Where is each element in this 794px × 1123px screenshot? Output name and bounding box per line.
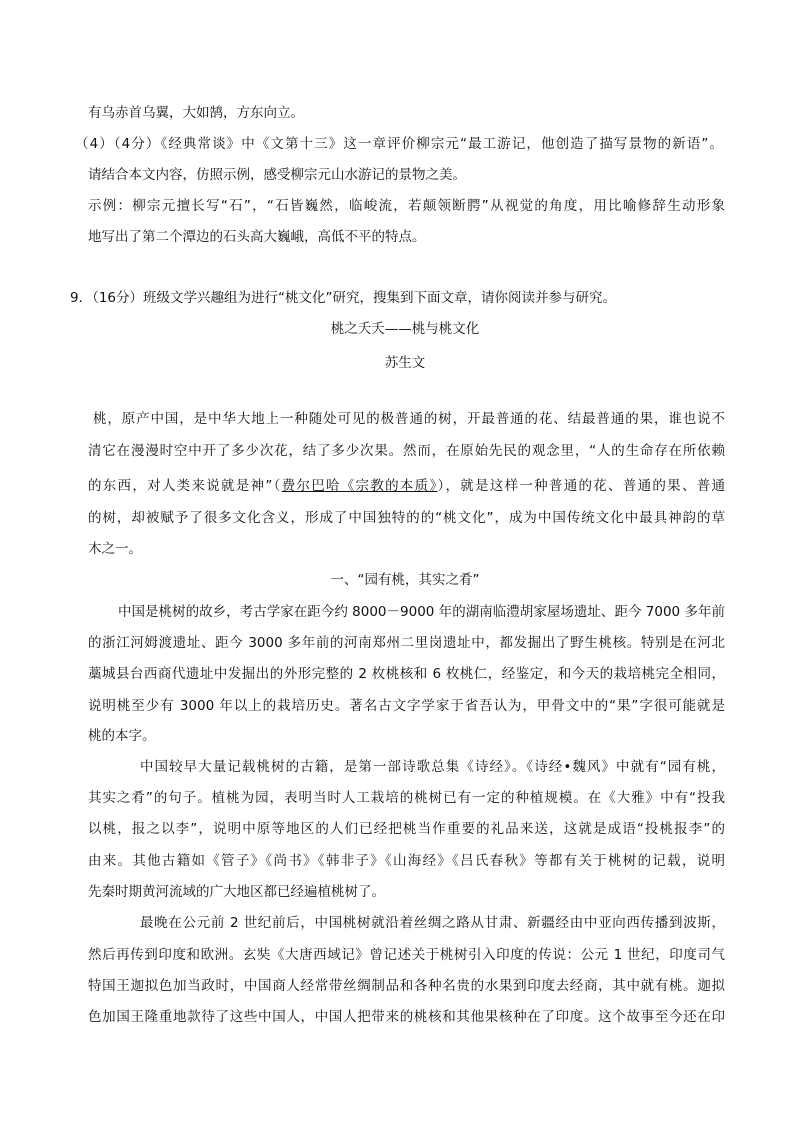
paragraph-1-line: 桃，原产中国，是中华大地上一种随处可见的极普通的树，开最普通的花、结最普通的果，谁也说不 bbox=[93, 411, 725, 427]
question-9-prompt: 9．（16分）班级文学兴趣组为进行“桃文化”研究，搜集到下面文章，请你阅读并参与研究。 bbox=[70, 290, 617, 306]
paragraph-3-line: 以桃，报之以李”，说明中原等地区的人们已经把桃当作重要的礼品来送，这就是成语“投桃报李”的 bbox=[88, 821, 725, 837]
paragraph-2-line: 的浙江河姆渡遗址、距今 3000 多年前的河南郑州二里岗遗址中，都发掘出了野生桃核。特别是在河北 bbox=[88, 635, 725, 651]
paragraph-4-line: 最晚在公元前 2 世纪前后，中国桃树就沿着丝绸之路从甘肃、新疆经由中亚向西传播到波斯， bbox=[140, 915, 725, 931]
paragraph-3-line: 由来。其他古籍如《管子》《尚书》《韩非子》《山海经》《吕氏春秋》等都有关于桃树的记载，说明 bbox=[88, 853, 725, 869]
quote-end: 有乌赤首乌翼，大如鹄，方东向立。 bbox=[88, 105, 304, 121]
paragraph-3-line: 中国较早大量记载桃树的古籍，是第一部诗歌总集《诗经》。《诗经•魏风》中就有“园有桃， bbox=[140, 759, 725, 775]
paragraph-2-line: 藁城县台西商代遗址中发掘出的外形完整的 2 枚桃核和 6 枚桃仁，经鉴定，和今天的栽培桃完全相同， bbox=[88, 666, 725, 682]
paragraph-4-line: 然后再传到印度和欧洲。玄奘《大唐西域记》曾记述关于桃树引入印度的传说：公元 1 世纪，印度司气 bbox=[88, 947, 725, 963]
paragraph-2-line: 桃的本字。 bbox=[88, 728, 156, 744]
text: 的东西，对人类来说就是神”（ bbox=[88, 478, 282, 494]
paragraph-4-line: 色加国王隆重地款待了这些中国人，中国人把带来的桃核和其他果核种在了印度。这个故事至今还在印 bbox=[88, 1009, 725, 1025]
section-heading: 一、“园有桃，其实之肴” bbox=[330, 572, 480, 588]
paragraph-1-line bbox=[88, 476, 725, 496]
example-line1: 示例：柳宗元擅长写“石”，“石皆巍然，临峻流，若颠领断腭”从视觉的角度，用比喻修辞生动形象 bbox=[88, 198, 725, 214]
article-author: 苏生文 bbox=[384, 355, 426, 371]
paragraph-4-line: 特国王迦拟色加当政时，中国商人经常带丝绸制品和各种名贵的水果到印度去经商，其中就有桃。迦拟 bbox=[88, 978, 725, 994]
citation-link[interactable]: 费尔巴哈《宗教的本质》 bbox=[281, 478, 438, 494]
example-line2: 地写出了第二个潭边的石头高大巍峨，高低不平的特点。 bbox=[88, 229, 426, 245]
paragraph-3-line: 其实之肴”的句子。植桃为园，表明当时人工栽培的桃树已有一定的种植规模。在《大雅》中有“投我 bbox=[88, 790, 725, 806]
text: ），就是这样一种普通的花、普通的果、普通 bbox=[437, 478, 725, 494]
subquestion-4-line2: 请结合本文内容，仿照示例，感受柳宗元山水游记的景物之美。 bbox=[88, 167, 466, 183]
paragraph-2-line: 说明桃至少有 3000 年以上的栽培历史。著名古文字学家于省吾认为，甲骨文中的“果”字很可能就是 bbox=[88, 698, 725, 714]
paragraph-2-line: 中国是桃树的故乡，考古学家在距今约 8000－9000 年的湖南临澧胡家屋场遗址、距今 7000 多年前 bbox=[118, 604, 725, 620]
paragraph-3-line: 先秦时期黄河流域的广大地区都已经遍植桃树了。 bbox=[88, 884, 385, 900]
paragraph-1-line: 清它在漫漫时空中开了多少次花，结了多少次果。然而，在原始先民的观念里，“人的生命存在所依赖 bbox=[88, 443, 725, 459]
paragraph-1-line: 的树，却被赋予了很多文化含义，形成了中国独特的的“桃文化”，成为中国传统文化中最具神韵的草 bbox=[88, 510, 725, 526]
article-title: 桃之夭夭——桃与桃文化 bbox=[330, 321, 480, 337]
subquestion-4-line1: （4）（4分）《经典常谈》中《文第十三》这一章评价柳宗元“最工游记，他创造了描写景物的新语”。 bbox=[75, 136, 723, 152]
paragraph-1-line: 木之一。 bbox=[88, 541, 142, 557]
